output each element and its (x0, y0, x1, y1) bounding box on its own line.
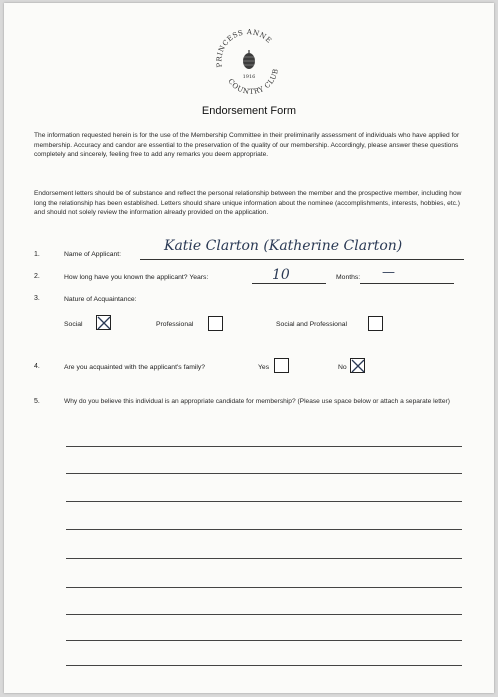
social-professional-checkbox[interactable] (368, 316, 383, 331)
family-no-checkbox[interactable] (350, 358, 365, 373)
option-professional-label: Professional (156, 321, 194, 328)
pinecone-icon (243, 50, 255, 69)
answer-line[interactable] (66, 665, 462, 666)
q5-number: 5. (34, 398, 40, 405)
years-field[interactable]: 10 (272, 267, 290, 283)
answer-line[interactable] (66, 501, 462, 502)
guidance-paragraph: Endorsement letters should be of substance and reflect the personal relationship between the member and the prospective member, including how long the relationship has been established. Letters should share unique information about the nominee (accomplishments, interests, hobbies, etc.) and should not solely review the information already provided on the application. (34, 190, 462, 217)
professional-checkbox[interactable] (208, 316, 223, 331)
seal-bottom-text: COUNTRY CLUB (226, 67, 281, 96)
applicant-name-line (140, 259, 464, 260)
months-label: Months: (336, 274, 361, 281)
q4-number: 4. (34, 363, 40, 370)
q1-label: Name of Applicant: (64, 251, 122, 258)
q5-label: Why do you believe this individual is an appropriate candidate for membership? (Please use space below or attach a separate letter) (64, 398, 450, 405)
answer-line[interactable] (66, 640, 462, 641)
seal-top-text: PRINCESS ANNE (215, 28, 274, 68)
check-x-icon (351, 359, 365, 373)
form-title: Endorsement Form (201, 105, 297, 117)
answer-line[interactable] (66, 529, 462, 530)
option-social-professional-label: Social and Professional (276, 321, 348, 328)
q3-number: 3. (34, 295, 40, 302)
answer-line[interactable] (66, 587, 462, 588)
svg-text:COUNTRY CLUB (226, 68, 280, 96)
q4-no-label: No (338, 364, 347, 371)
months-line (360, 283, 454, 284)
q4-label: Are you acquainted with the applicant's family? (64, 364, 206, 371)
applicant-name-field[interactable]: Katie Clarton (Katherine Clarton) (164, 238, 403, 254)
months-field[interactable]: — (382, 265, 395, 280)
answer-line[interactable] (66, 614, 462, 615)
q1-number: 1. (34, 251, 40, 258)
option-social-label: Social (64, 321, 83, 328)
q2-label: How long have you known the applicant? Years: (64, 274, 209, 281)
endorsement-form-page (4, 3, 494, 693)
family-yes-checkbox[interactable] (274, 358, 289, 373)
intro-paragraph: The information requested herein is for the use of the Membership Committee in their preliminarily assessment of individuals who have applied for membership. Accuracy and candor are essential to the preservation of the quality of our membership. Accordingly, please answer these questions completely and sincerely, feeling free to add any remarks you deem appropriate. (34, 132, 460, 159)
check-x-icon (97, 316, 111, 330)
club-seal-logo (208, 23, 288, 103)
q3-label: Nature of Acquaintance: (64, 296, 137, 303)
q2-number: 2. (34, 273, 40, 280)
social-checkbox[interactable] (96, 315, 111, 330)
answer-line[interactable] (66, 473, 462, 474)
years-line (252, 283, 326, 284)
answer-line[interactable] (66, 446, 462, 447)
q4-yes-label: Yes (258, 364, 270, 371)
answer-line[interactable] (66, 558, 462, 559)
seal-year: 1916 (242, 74, 256, 80)
